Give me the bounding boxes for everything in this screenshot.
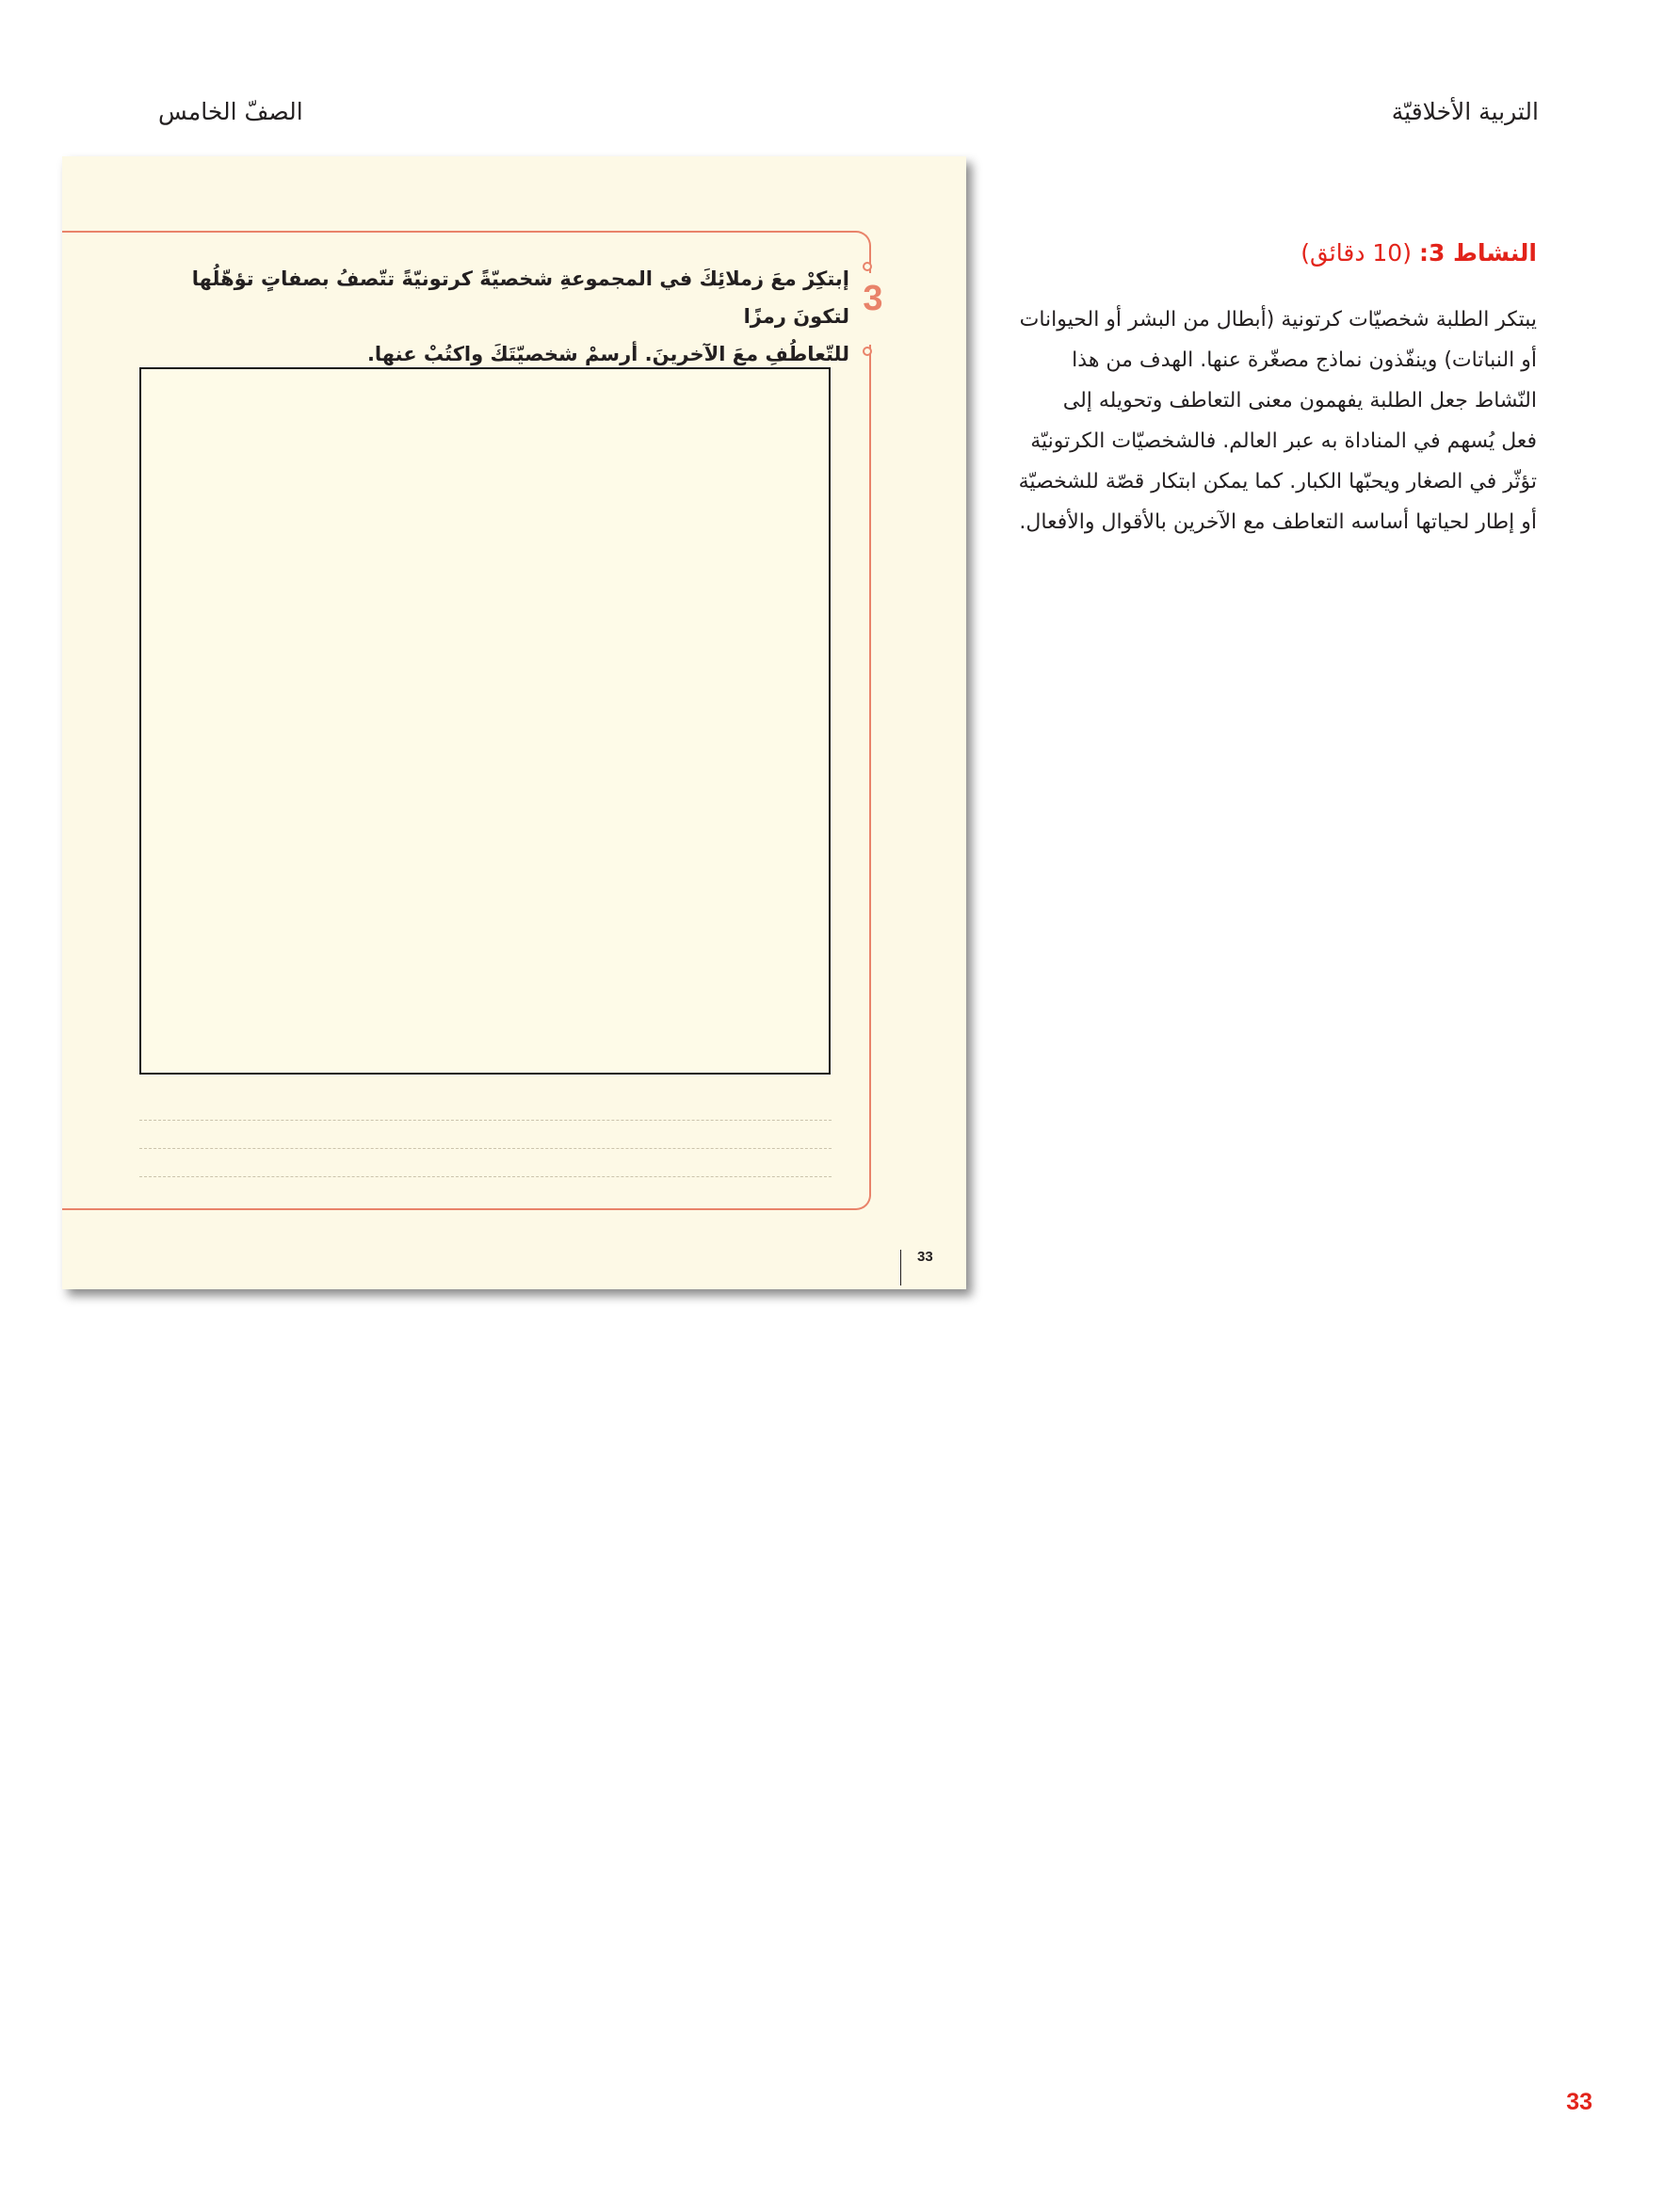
frame-dot-bottom (863, 347, 872, 356)
notes-line: تؤثّر في الصغار ويحبّها الكبار. كما يمكن ابتكار قصّة للشخصيّة (1018, 470, 1537, 493)
page-number-rule (900, 1250, 901, 1285)
notes-line: أو إطار لحياتها أساسه التعاطف مع الآخرين بالأقوال والأفعال. (1019, 510, 1537, 534)
frame-dot-top (863, 262, 872, 271)
writing-line[interactable] (139, 1176, 832, 1177)
page-number: 33 (1566, 2089, 1592, 2115)
activity-instruction (143, 260, 849, 373)
activity-heading (1300, 239, 1537, 267)
notes-line: أو النباتات) وينفّذون نماذج مصغّرة عنها. الهدف من هذا (1072, 348, 1537, 372)
teacher-notes (1010, 299, 1537, 542)
writing-line[interactable] (139, 1120, 832, 1121)
notes-line: فعل يُسهم في المناداة به عبر العالم. فالشخصيّات الكرتونيّة (1030, 429, 1537, 453)
book-title: التربية الأخلاقيّة (1391, 98, 1539, 125)
notes-line: يبتكر الطلبة شخصيّات كرتونية (أبطال من البشر أو الحيوانات (1019, 308, 1537, 331)
writing-line[interactable] (139, 1148, 832, 1149)
instruction-line: إبتكِرْ معَ زملائِكَ في المجموعةِ شخصيّةً كرتونيّةً تتّصفُ بصفاتٍ تؤهّلُها لتكونَ رمزًا (191, 267, 849, 328)
activity-number: 3 (856, 279, 890, 319)
activity-duration: (10 دقائق) (1300, 239, 1412, 267)
grade-label: الصفّ الخامس (158, 98, 303, 125)
activity-heading-label: النشاط 3: (1418, 239, 1537, 267)
drawing-area[interactable] (139, 367, 831, 1075)
instruction-line: للتّعاطُفِ معَ الآخرينَ. أرسمْ شخصيّتَكَ واكتُبْ عنها. (366, 343, 849, 365)
student-page-number: 33 (917, 1249, 933, 1265)
student-book-page (62, 156, 966, 1289)
notes-line: النّشاط جعل الطلبة يفهمون معنى التعاطف وتحويله إلى (1062, 389, 1537, 412)
